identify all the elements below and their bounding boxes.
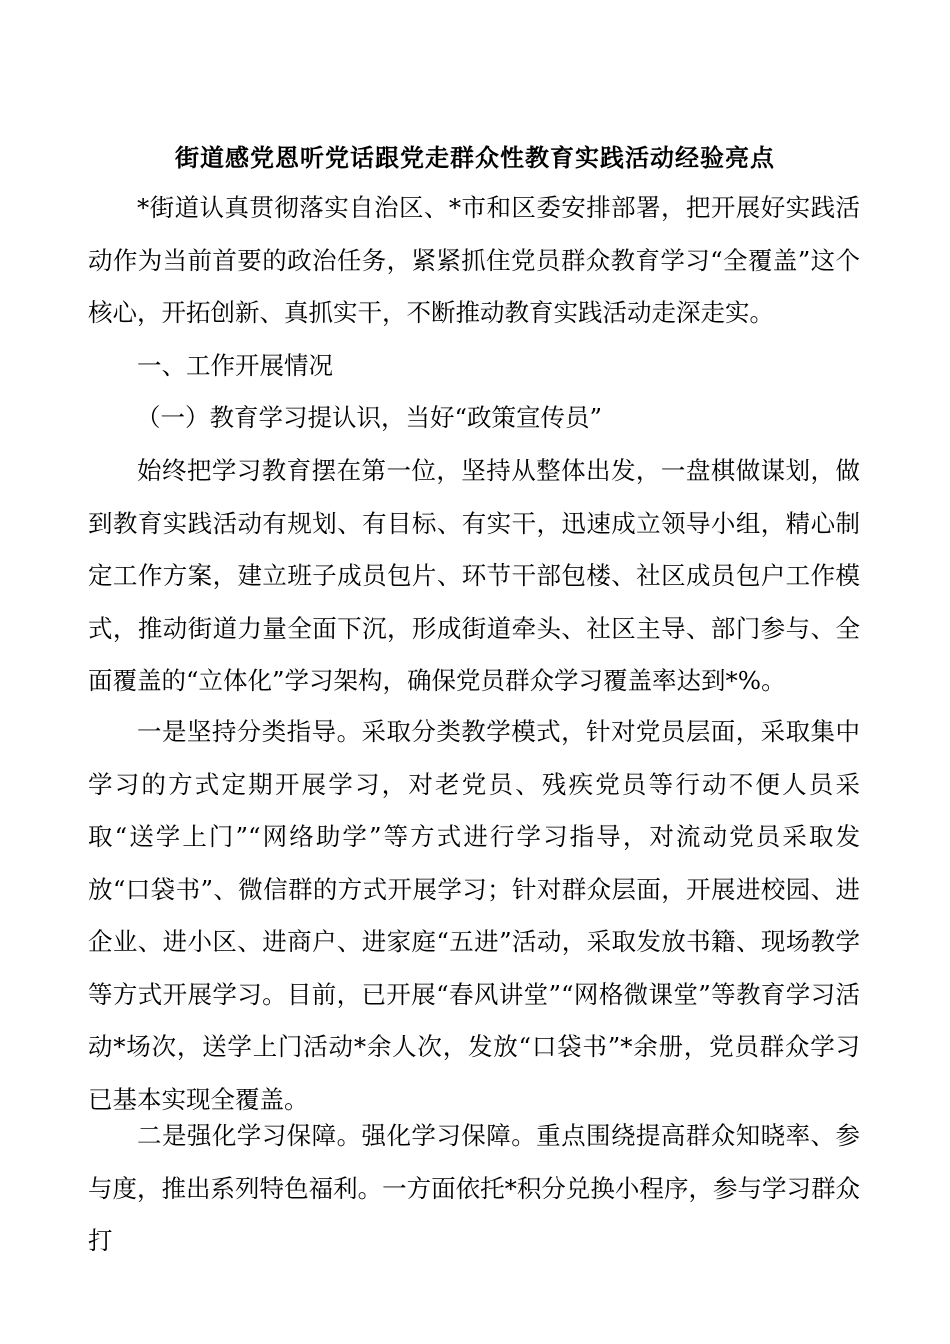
- body-paragraph-1: 始终把学习教育摆在第一位，坚持从整体出发，一盘棋做谋划，做到教育实践活动有规划、有目标、有实干，迅速成立领导小组，精心制定工作方案，建立班子成员包片、环节干部包楼、社区成员包户工作模式，推动街道力量全面下沉，形成街道牵头、社区主导、部门参与、全面覆盖的“立体化”学习架构，确保党员群众学习覆盖率达到*%。: [88, 456, 860, 695]
- subsection-heading-1: （一）教育学习提认识，当好“政策宣传员”: [136, 403, 603, 432]
- document-title: 街道感党恩听党话跟党走群众性教育实践活动经验亮点: [175, 143, 775, 172]
- section-heading-1: 一、工作开展情况: [137, 351, 333, 380]
- body-paragraph-2: 一是坚持分类指导。采取分类教学模式，针对党员层面，采取集中学习的方式定期开展学习，对老党员、残疾党员等行动不便人员采取“送学上门”“网络助学”等方式进行学习指导，对流动党员采取发放“口袋书”、微信群的方式开展学习；针对群众层面，开展进校园、进企业、进小区、进商户、进家庭“五进”活动，采取发放书籍、现场教学等方式开展学习。目前，已开展“春风讲堂”“网格微课堂”等教育学习活动*场次，送学上门活动*余人次，发放“口袋书”*余册，党员群众学习已基本实现全覆盖。: [88, 717, 860, 1114]
- intro-paragraph: *街道认真贯彻落实自治区、*市和区委安排部署，把开展好实践活动作为当前首要的政治任务，紧紧抓住党员群众教育学习“全覆盖”这个核心，开拓创新、真抓实干，不断推动教育实践活动走深走实。: [88, 193, 860, 327]
- body-paragraph-3: 二是强化学习保障。强化学习保障。重点围绕提高群众知晓率、参与度，推出系列特色福利。一方面依托*积分兑换小程序，参与学习群众打: [88, 1121, 860, 1255]
